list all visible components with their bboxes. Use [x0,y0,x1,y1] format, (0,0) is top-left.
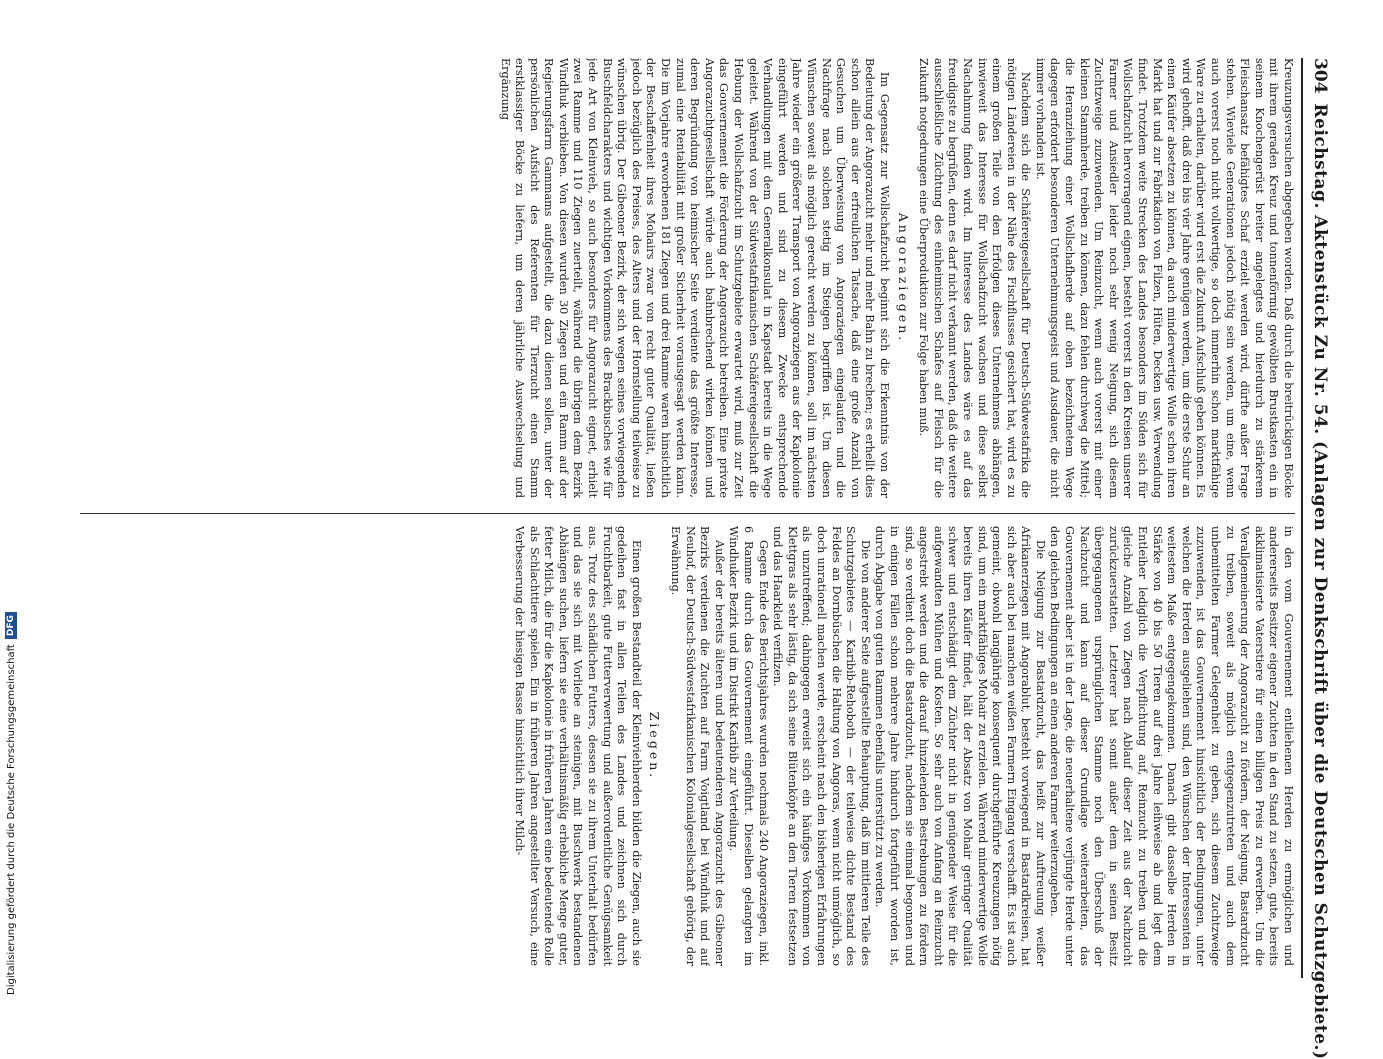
right-column [80,526,1295,966]
paragraph: Gegen Ende des Berichtsjahres wurden nochmals 240 Angoraziegen, inkl. 6 Ramme durch das Gouvernement eingeführt. Dieselben gelangten im Windhuker Bezirk und im Distrikt Karibib zur Verteilung. [726,526,770,966]
dfg-logo: DFG [5,612,17,639]
column-divider [80,513,1295,514]
paragraph: in den vom Gouvernement entliehenen Herden zu ermöglichen und andererseits Besitzer eigener Zuchten in den Stand zu setzen, gute, bereits akklimatisierte Vaterstiere für einen billigen Preis zu erwerben. Um die Verallgemeinerung der Angorazucht zu fördern, der Neigung, Bastardzucht zu treiben, soweit als möglich entgegenzutreten und auch dem unbemittelten Farmer Gelegenheit zu geben, sich diesem Zuchtzweige zuzuwenden, ist das Gouvernement hinsichtlich der Bedingungen, unter welchen die Herden ausgeliehen sind, den Wünschen der Interessenten in weitestem Maße entgegengekommen. Danach gibt dasselbe Herden in Stärke von 40 bis 50 Tieren auf drei Jahre leihweise ab und legt dem Entleiher lediglich die Verpflichtung auf, Reinzucht zu treiben und die gleiche Anzahl von Ziegen nach Ablauf dieser Zeit aus der Nachzucht zurückzuerstatten. Letzterer hat somit außer dem in seinen Besitz übergegangenen ursprünglichen Stamme noch den Überschuß der Nachzucht und kann auf dieser Grundlage weiterarbeiten, das Gouvernement aber ist in der Lage, die neuerhaltene verjüngte Herde unter den gleichen Bedingungen an einen anderen Farmer weiterzugeben. [1047,526,1295,966]
paragraph: Im Gegensatz zur Wollschafzucht beginnt sich die Erkenntnis von der Bedeutung der Angorazucht mehr und mehr Bahn zu brechen; es erhellt dies schon allein aus der erfreulichen Tatsache, daß eine große Anzahl von Gesuchen um Überweisung von Angoraziegen eingelaufen und die Nachfrage nach solchen stetig im Steigen begriffen ist. Um diesen Wünschen soweit als möglich gerecht werden zu können, soll im nächsten Jahre wieder ein größerer Transport von Angoraziegen aus der Kapkolonie eingeführt werden und sind zu diesem Zwecke entsprechende Verhandlungen mit dem Generalkonsulat in Kapstadt bereits in die Wege geleitet. Während von der Südwestafrikanischen Schäfereigesellschaft die Hebung der Wollschafzucht im Schutzgebiete erwartet wird, muß zur Zeit das Gouvernement die Förderung der Angorazucht betreiben. Eine private Angorazuchtgesellschaft würde auch bahnbrechend wirken können und deren Begründung von heimischer Seite verdiente das größte Interesse, zumal eine Rentabilität mit großer Sicherheit vorausgesagt werden kann. Die im Vorjahre erworbenen 181 Ziegen und drei Ramme waren hinsichtlich der Beschaffenheit ihres Mohairs zwar von recht guter Qualität, ließen jedoch bezüglich des Preises, des Alters und der Hornstellung teilweise zu wünschen übrig. Der Gibeoner Bezirk, der sich wegen seines vorwiegenden Buschfeldcharakters und wichtigen Vorkommens des Brackbusches wie für jede Art von Kleinvieh, so auch besonders für Angorazucht eignet, erhielt zwei Ramme und 110 Ziegen zuerteilt, während die übrigen dem Bezirk Windhuk verblieben. Von diesen wurden 30 Ziegen und ein Ramm auf der Regierungsfarm Gammams aufgestellt, die dazu dienen sollen, unter der persönlichen Aufsicht des Referenten für Tierzucht einen Stamm erstklassiger Böcke zu liefern, um deren jährliche Auswechselung und Ergänzung [497,58,891,498]
paragraph: Die Neigung zur Bastardzucht, das heißt zur Auftreuung weißer Afrikanerziegen mit Angorablut, besteht vorwiegend in Bastardkreisen, hat sich aber auch bei manchen weißen Farmern Eingang verschafft. Es ist auch gemeint, obwohl langjährige konsequent durchgeführte Kreuzungen nötig sind, um ein marktfähiges Mohair zu erzielen. Während minderwertige Wolle bereits ihren Käufer findet, hält der Absatz von Mohair geringer Qualität schwer und entschädigt dem Züchter nicht in genügender Weise für die aufgewandten Mühen und Kosten. So sehr auch von Anfang an Reinzucht angestrebt werden und die darauf hinzielenden Bestrebungen zu fördern sind, so verdient doch die Bastardzucht, nachdem sie einmal begonnen und in einigen Fällen schon mehrere Jahre hindurch fortgeführt worden ist, durch Abgabe von guten Rammen ebenfalls unterstützt zu werden. [872,526,1047,966]
digitization-credit [4,605,18,995]
paragraph: Außer der bereits älteren und bedeutenderen Angorazucht des Gibeoner Bezirks verdienen die Zuchten auf Farm Voigtland bei Windhuk und auf Neuhof, der Deutsch-Südwestafrikanischen Kolonialgesellschaft gehörig, der Erwähnung. [667,526,725,966]
section-heading: Angoraziegen. [895,58,910,498]
paragraph: Nachdem sich die Schäfereigesellschaft für Deutsch-Südwestafrika die nötigen Ländereien in der Nähe des Fischflusses gesichert hat, wird es zu einem großen Teile von den Erfolgen dieses Unternehmens abhängen, inwieweit das Interesse für Wollschafzucht wachsen und diese selbst Nachahmung finden wird. Im Interesse des Landes wäre es auf das freudigste zu begrüßen, denn es darf nicht verkannt werden, daß die weitere ausschließliche Züchtung des einheimischen Schafes auf Fleisch für die Zukunft notgedrungen eine Überproduktion zur Folge haben muß. [916,58,1033,498]
left-column [80,58,1295,498]
credit-text: Digitalisierung gefördert durch die Deutsche Forschungsgemeinschaft [6,644,17,995]
running-head [1305,58,1335,978]
paragraph: Die von anderer Seite aufgestellte Behauptung, daß im mittleren Teile des Schutzgebietes — Karibib-Rehoboth — der teilweise dichte Bestand des Feldes an Dornbüschen die Haltung von Angoras, wenn nicht unmöglich, so doch unrationell machen werde, erscheint nach den bisherigen Erfahrungen als unzutreffend; dahingegen erweist sich ein häufiges Vorkommen von Klettgras als sehr lästig, da sich seine Blütenköpfe an den Tieren festsetzen und das Haarkleid verfilzen. [770,526,872,966]
paragraph: Einen großen Bestandteil der Kleinviehherden bilden die Ziegen, auch sie gedeihen fast in allen Teilen des Landes und zeichnen sich durch Fruchtbarkeit, gute Futterverwertung und außerordentliche Genügsamkeit aus. Trotz des schädlichen Futters, dessen sie zu ihrem Unterhalt bedürfen und das sie sich mit Vorliebe an steinigen, mit Buschwerk bestandenen Abhängen suchen, liefern sie eine verhältnismäßig erhebliche Menge guter, fetter Milch, die für die Kapkolonie in früheren Jahren eine bedeutende Rolle als Schlachttiere spielen. Ein in früheren Jahren angestellter Versuch, eine Verbesserung der hiesigen Rasse hinsichtlich ihrer Milch- [512,526,643,966]
paragraph: Kreuzungsversuchen abgegeben worden. Daß durch die breitrückigen Böcke mit ihrem geraden Kreuz und tonnenförmig gewölbten Brustkasten ein in seinem Knochengerüst breiter angelegtes und hierdurch zu stärkerem Fleischansatz befähigtes Schaf erzielt werden wird, dürfte außer Frage stehen. Wieviele Generationen jedoch nötig sein werden, um eine, wenn auch vorerst noch nicht vollwertige, so doch immerhin schon marktfähige Ware zu erhalten, darüber wird erst die Zukunft Aufschluß geben können. Es wird gehofft, daß drei bis vier Jahre genügen werden, um die erste Schur an einen Käufer absetzen zu können, da auch minderwertige Wolle schon ihren Markt hat und zur Fabrikation von Filzen, Hüten, Decken usw. Verwendung findet. Trotzdem weite Strecken des Landes besonders im Süden sich für Wollschafzucht hervorragend eignen, besteht vorerst in den Kreisen unserer Farmer und Ansiedler leider noch sehr wenig Neigung, sich diesem Zuchtzweige zuzuwenden. Um Reinzucht, wenn auch vorerst mit einer kleinen Stammherde, treiben zu können, dazu fehlen durchweg die Mittel; die Heranziehung einer Wollschafherde auf oben bezeichnetem Wege dagegen erfordert besonderen Unternehmungsgeist und Ausdauer, die nicht immer vorhanden ist. [1032,58,1295,498]
scanned-page [75,58,1335,978]
page-title: Reichstag. Aktenstück Zu Nr. 54. (Anlagen zur Denkschrift über die Deutschen Schutzgebiete.) [1310,104,1330,1059]
header-rule [1301,58,1303,978]
section-heading: Ziegen. [647,526,662,966]
page-number: 304 [1310,58,1330,94]
